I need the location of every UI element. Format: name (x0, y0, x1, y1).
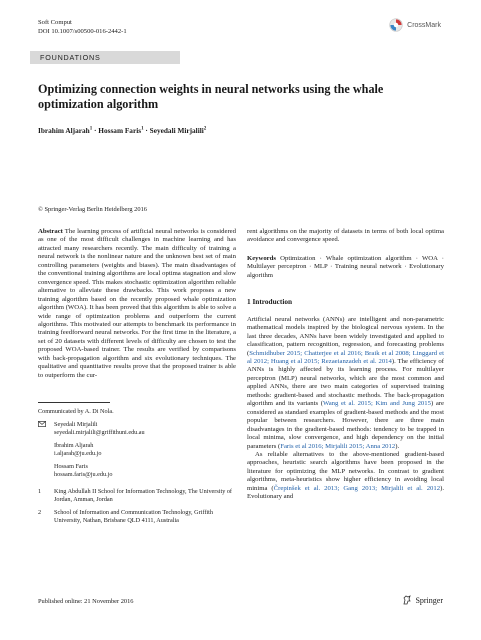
affiliation-text: School of Information and Communication Technology, Griffith University, Nathan, Brisbane QLD 4111, Australia (54, 509, 213, 524)
contact-email[interactable]: i.aljarah@ju.edu.jo (54, 450, 102, 457)
abstract-column (38, 228, 236, 380)
contact-block (38, 442, 238, 458)
right-column (247, 228, 444, 502)
contact-email[interactable]: seyedali.mirjalili@griffithuni.edu.au (54, 429, 145, 436)
affiliation-number: 1 (38, 488, 42, 495)
publisher-logo (402, 595, 443, 605)
footnote-rule (38, 402, 110, 403)
citation-link[interactable]: Wang et al. 2015; Kim and Jung 2015 (322, 400, 431, 408)
keywords-label: Keywords (247, 254, 276, 262)
journal-header (38, 18, 127, 36)
intro-paragraph-2 (247, 451, 444, 502)
author-affil-sup: 1 (89, 126, 93, 132)
intro-text: ). Evolutionary and (247, 484, 444, 501)
contact-block (38, 421, 238, 437)
communicated-by: Communicated by A. Di Nola. (38, 408, 114, 415)
author-name: Seyedali Mirjalili (149, 126, 204, 135)
paper-title: Optimizing connection weights in neural networks using the whale optimization algorithm (38, 82, 384, 111)
affiliation-item (38, 488, 238, 504)
affiliation-item (38, 509, 238, 525)
contact-email[interactable]: hossam.faris@ju.edu.jo (54, 471, 113, 478)
contact-name: Hossam Faris (54, 463, 88, 470)
intro-text: ). The efficiency of ANNs is highly affected by its learning process. For multilayer perceptron (MLP) neural networks, which are the most common and applied ANNs, there are two main categories of supervised training methods: gradient-based and stochastic methods. The back-propagation algorithm and its variants ( (247, 357, 444, 408)
contact-name: Ibrahim Aljarah (54, 442, 94, 449)
doi[interactable]: DOI 10.1007/s00500-016-2442-1 (38, 28, 127, 35)
crossmark-logo-icon (389, 18, 403, 32)
contact-name: Seyedali Mirjalili (54, 421, 98, 428)
author-affil-sup: 1 (141, 126, 144, 132)
intro-text: Artificial neural networks (ANNs) are intelligent and non-parametric mathematical models inspired by the biological nervous system. In the last three decades, ANNs have been widely investigated and applied to classification, pattern recognition, regression, and forecasting problems ( (247, 315, 444, 357)
citation-link[interactable]: Schmidhuber 2015; Chatterjee et al 2016; Braik et al 2008; Linggard et al 2012; Huang et al 2015; Rezaeianzadeh et al. 2014 (247, 349, 444, 365)
intro-text: As reliable alternatives to the above-mentioned gradient-based approaches, heuristic search algorithms have been proposed in the literature for optimizing the MLP networks. In contrast to gradient algorithms, meta-heuristics show higher efficiency in avoiding local minima ( (247, 450, 444, 492)
copyright-line: © Springer-Verlag Berlin Heidelberg 2016 (38, 206, 147, 213)
author-name: Ibrahim Aljarah (38, 126, 90, 135)
crossmark-label: CrossMark (407, 21, 441, 29)
contact-block (38, 463, 238, 479)
author-separator: · (145, 126, 148, 135)
published-date: Published online: 21 November 2016 (38, 598, 134, 605)
keywords-text: Optimization · Whale optimization algorithm · WOA · Multilayer perceptron · MLP · Training neural network · Evolutionary algorithm (247, 254, 445, 279)
keywords-paragraph (247, 255, 444, 280)
abstract-text: The learning process of artificial neural networks is considered as one of the most difficult challenges in machine learning and has attracted many researchers recently. The main difficulty of training a neural network is the nonlinear nature and the unknown best set of main controlling parameters (weights and biases). The main disadvantages of the conventional training algorithms are local optima stagnation and slow convergence speed. This makes stochastic optimization algorithm reliable alternative to alleviate these drawbacks. This work proposes a new training algorithm based on the recently proposed whale optimization algorithm (WOA). It has been proved that this algorithm is able to solve a wide range of optimization problems and outperform the current algorithms. This motivated our attempts to benchmark its performance in training feedforward neural networks. For the first time in the literature, a set of 20 datasets with different levels of difficulty are chosen to test the proposed WOA-based trainer. The results are verified by comparisons with back-propagation algorithm and six evolutionary techniques. The qualitative and quantitative results prove that the proposed trainer is able to outperform the cur- (38, 228, 236, 379)
intro-text: ) are considered as standard examples of gradient-based methods and the most popular between researchers. However, there are three main disadvantages in the gradient-based methods: tendency to be trapped in local minima, slow convergence, and high dependency on the initial parameters ( (247, 400, 444, 450)
author-list (38, 126, 206, 135)
author-name: Hossam Faris (98, 126, 142, 135)
abstract-paragraph (38, 228, 236, 380)
author-affil-sup: 2 (203, 126, 207, 132)
introduction-heading: 1 Introduction (247, 297, 293, 307)
abstract-continuation: rent algorithms on the majority of datasets in terms of both local optima avoidance and convergence speed. (247, 228, 444, 244)
envelope-icon (38, 421, 48, 437)
section-label: FOUNDATIONS (40, 53, 101, 62)
abstract-label: Abstract (38, 228, 63, 235)
intro-paragraph-1 (247, 316, 444, 451)
crossmark-badge[interactable] (389, 18, 441, 32)
journal-name: Soft Comput (38, 19, 72, 26)
citation-link[interactable]: Faris et al 2016; Mirjalili 2015; Anna 2012 (280, 442, 396, 450)
intro-text: ). (395, 442, 400, 450)
publisher-name: Springer (415, 595, 443, 605)
citation-link[interactable]: Črepinšek et al. 2013; Gang 2013; Mirjalili et al. 2012 (273, 484, 441, 492)
affiliation-text: King Abdullah II School for Information Technology, The University of Jordan, Amman, Jordan (54, 488, 232, 503)
footnotes (38, 408, 238, 525)
author-separator: · (94, 126, 97, 135)
springer-horse-icon (402, 595, 412, 605)
affiliation-number: 2 (38, 509, 42, 516)
